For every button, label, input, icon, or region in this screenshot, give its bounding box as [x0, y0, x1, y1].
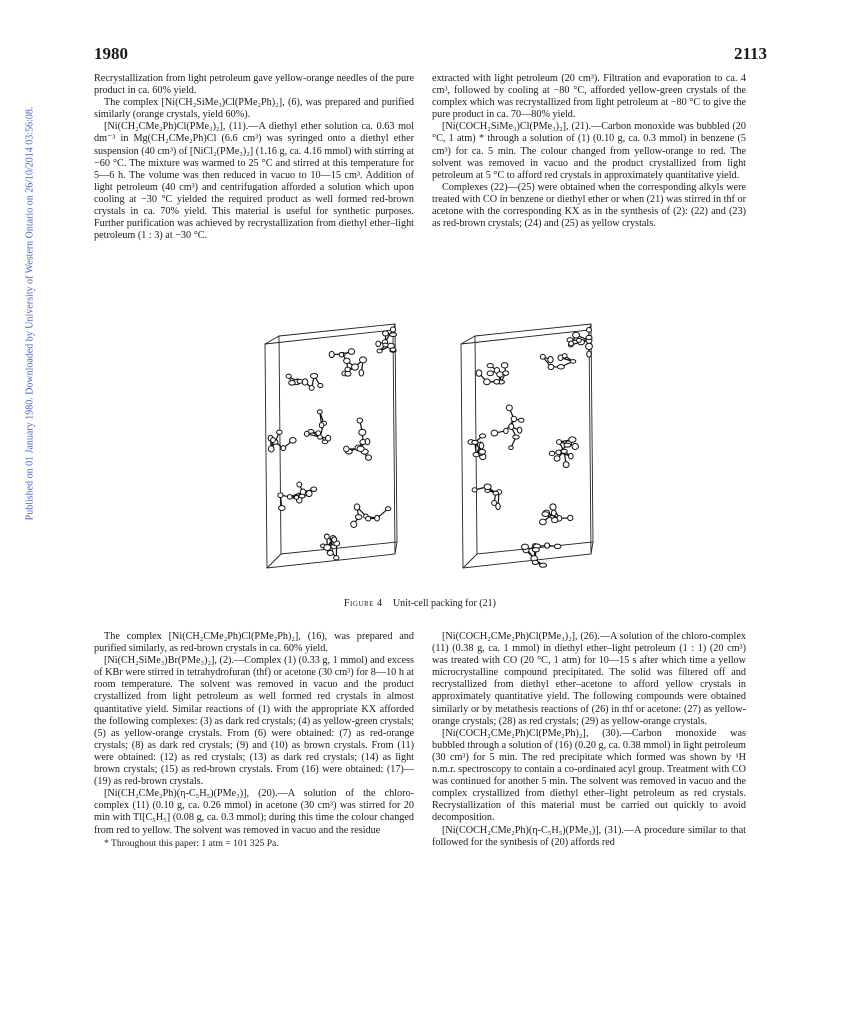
atom — [365, 438, 370, 444]
atom — [539, 563, 546, 567]
atom — [271, 438, 276, 443]
atom — [493, 491, 498, 495]
atom — [509, 446, 514, 450]
atom — [390, 327, 395, 332]
atom — [497, 372, 503, 378]
footnote: * Throughout this paper: 1 atm = 101 325 Pa. — [104, 837, 279, 849]
atom — [540, 354, 545, 359]
paragraph: The complex [Ni(CH₂SiMe₃)Cl(PMe₂Ph)₂], (6), was prepared and purified similarly (orange crystals, yield 60%). — [94, 97, 414, 121]
figure-label: Figure 4 — [344, 598, 383, 609]
atom — [561, 449, 567, 453]
atom — [306, 490, 312, 496]
atom — [513, 435, 519, 439]
atom — [487, 364, 493, 368]
atom — [359, 429, 366, 435]
atom — [556, 450, 561, 455]
atom — [316, 431, 321, 436]
atom — [472, 488, 477, 492]
atom — [352, 364, 359, 370]
atom — [577, 338, 582, 342]
atom — [517, 427, 521, 433]
atom — [484, 484, 491, 490]
atom — [334, 556, 339, 560]
atom — [359, 370, 364, 376]
atom — [324, 534, 329, 539]
column-bottom-right — [432, 631, 746, 849]
atom — [366, 516, 371, 521]
atom — [344, 358, 350, 363]
atom — [484, 379, 491, 385]
atom — [268, 446, 274, 452]
atom — [568, 515, 573, 520]
atom — [360, 357, 367, 363]
atom — [281, 446, 286, 451]
atom — [557, 440, 562, 445]
paragraph: [Ni(CH₂CMe₂Ph)Cl(PMe₃)₂], (11).—A diethyl ether solution ca. 0.63 mol dm⁻³ in Mg(CH₂CMe₂Ph)Cl (6.6 cm³) was syringed onto a diethyl ether suspension (40 cm³) of [NiCl₂(PMe₃)₂] (1.16 g, ca. 4.16 mmol) with stirring at −60 °C. The mixture was warmed to 25 °C and stirred at this temperature for 5—6 h. The volume was then reduced in vacuo to 10—15 cm³. Addition of light petroleum (40 cm³) and centrifugation afforded a solution which upon cooling at −30 °C yielded the required product as well formed red-brown crystals in ca. 70% yield. This material is useful for synthetic purposes. Further purification was achieved by recrystallization from diethyl ether–light petroleum (1 : 3) at −30 °C. — [94, 121, 414, 242]
stereo-right-view — [461, 324, 593, 568]
atom — [587, 351, 592, 357]
atom — [558, 365, 565, 369]
atom — [480, 434, 486, 438]
atom — [532, 560, 538, 564]
atom — [586, 335, 592, 339]
column-bottom-left — [94, 631, 414, 850]
atom — [290, 438, 297, 444]
atom — [501, 363, 508, 368]
atom — [278, 493, 283, 498]
figure-caption-text: Unit-cell packing for (21) — [392, 598, 496, 609]
atom — [383, 331, 389, 336]
atom — [569, 341, 574, 346]
atom — [476, 370, 482, 376]
atom — [487, 371, 493, 376]
atom — [389, 333, 396, 337]
atom — [344, 446, 349, 452]
atom — [332, 537, 337, 542]
atom — [586, 343, 593, 349]
atom — [545, 543, 550, 548]
atom — [345, 371, 351, 376]
paragraph: [Ni(COCH₂CMe₂Ph)Cl(PMe₂Ph)₂], (30).—Carbon monoxide was bubbled through a solution of (16) (0.20 g, ca. 0.38 mmol) in light petroleum (30 cm³) for 5 min. The red precipitate which formed was shown by ¹H n.m.r. spectroscopy to contain a co-ordinated acyl group. Treatment with CO was continued for another 5 min. The solvent was removed in vacuo and the complex crystallized from diethyl ether–light petroleum as red crystals. Recrystallization of this material must be carried out quickly to avoid decomposition. — [432, 727, 746, 824]
atom — [319, 423, 323, 428]
atom — [509, 424, 514, 430]
atom — [551, 510, 556, 516]
atom — [357, 418, 363, 423]
atom — [297, 482, 302, 487]
atom — [318, 384, 323, 388]
molecule-cluster — [468, 327, 592, 567]
atom — [563, 462, 569, 468]
atom — [339, 352, 343, 357]
atom — [355, 515, 362, 520]
atom — [377, 349, 382, 353]
stereo-left-view — [265, 324, 397, 568]
atom — [297, 379, 302, 383]
atom — [573, 332, 580, 338]
atom — [554, 456, 560, 461]
paragraph: [Ni(COCH₂CMe₂Ph)Cl(PMe₃)₂], (26).—A solution of the chloro-complex (11) (0.38 g, ca. 1 mmol) in diethyl ether–light petroleum (1 : 1) (20 cm³) was treated with CO (20 °C, 1 atm) for 10—15 s after which time a yellow microcrystalline compound precipitated. The solid was filtered off and recrystallized from diethyl ether–acetone to afford yellow crystals in approximately quantitative yield. The following compounds were obtained similarly or by metathesis reactions of (26) in thf or acetone: (27) as yellow-orange crystals; (28) as red crystals; (29) as yellow-orange crystals. — [432, 631, 746, 727]
atom — [511, 416, 517, 421]
atom — [479, 449, 486, 454]
unit-cell-packing-figure — [245, 322, 615, 592]
atom — [540, 519, 547, 525]
atom — [317, 410, 322, 414]
atom — [494, 379, 500, 384]
atom — [376, 341, 381, 347]
atom — [548, 364, 554, 369]
download-provenance-note[interactable]: Published on 01 January 1980. Downloaded by University of Western Ontario on 26/10/2014 03:56:08. — [24, 106, 36, 521]
paragraph: The complex [Ni(CH₂CMe₂Ph)Cl(PMe₂Ph)₂], (16), was prepared and purified similarly, as red-brown crystals in ca. 60% yield. — [94, 631, 414, 655]
atom — [549, 451, 554, 455]
atom — [299, 494, 305, 498]
atom — [302, 379, 308, 385]
atom — [309, 386, 314, 391]
atom — [522, 544, 529, 549]
paragraph: [Ni(COCH₂CMe₂Ph)(η-C₅H₅)(PMe₃)], (31).—A procedure similar to that followed for the synthesis of (20) affords red — [432, 824, 746, 848]
paragraph: [Ni(CH₂CMe₂Ph)(η-C₅H₅)(PMe₃)], (20).—A solution of the chloro-complex (11) (0.10 g, ca. 0.26 mmol) in acetone (30 cm³) was stirred for 20 min with Tl[C₅H₅] (0.08 g, ca. 0.3 mmol); during this time the colour changed from red to yellow. The solvent was removed in vacuo and the residue — [94, 788, 414, 836]
atom — [311, 373, 318, 378]
atom — [587, 327, 592, 332]
paragraph: Complexes (22)—(25) were obtained when the corresponding alkyls were treated with CO in benzene or diethyl ether or when (21) was stirred in thf or acetone with the corresponding KX as in the synthesis of (2): (22) and (23) as red-brown crystals; (24) and (25) as yellow crystals. — [432, 181, 746, 230]
atom — [552, 518, 558, 523]
atom — [287, 495, 292, 500]
atom — [569, 437, 576, 442]
atom — [519, 418, 524, 422]
atom — [279, 506, 285, 511]
atom — [383, 343, 388, 347]
atom — [357, 446, 364, 451]
paragraph: Recrystallization from light petroleum gave yellow-orange needles of the pure product in ca. 60% yield. — [94, 73, 414, 97]
atom — [550, 504, 556, 510]
figure-caption — [94, 598, 746, 609]
atom — [304, 431, 309, 436]
header-page-number: 2113 — [733, 44, 767, 63]
paragraph: [Ni(COCH₂SiMe₃)Cl(PMe₃)₂], (21).—Carbon monoxide was bubbled (20 °C, 1 atm) * through a solution of (1) (0.10 g, ca. 0.3 mmol) in benzene (5 cm³) for ca. 5 min. The colour changed from yellow-orange to red. The solvent was removed in vacuo and the product crystallized from light petroleum at 5 °C to afford red crystals in approximately quantitative yield. — [432, 121, 746, 181]
atom — [532, 548, 539, 552]
atom — [491, 430, 498, 436]
atom — [504, 428, 508, 433]
atom — [366, 455, 372, 460]
atom — [542, 512, 549, 517]
atom — [564, 443, 571, 447]
atom — [548, 356, 553, 362]
atom — [385, 507, 390, 511]
atom — [322, 440, 328, 444]
atom — [572, 443, 578, 449]
atom — [311, 487, 317, 492]
atom — [351, 521, 357, 527]
column-top-right — [432, 73, 746, 230]
header-year: 1980 — [94, 44, 128, 63]
atom — [569, 453, 574, 459]
atom — [348, 349, 354, 355]
atom — [503, 371, 509, 375]
paragraph: [Ni(CH₂SiMe₃)Br(PMe₃)₂], (2).—Complex (1) (0.33 g, 1 mmol) and excess of KBr were stirred in tetrahydrofuran (thf) or acetone (30 cm³) for 8—10 h at room temperature. The solvent was removed in vacuo and the product crystallized from light petroleum as well formed red crystals in almost quantitative yield. Similar reactions of (1) with the appropriate KX afforded the following complexes: (3) as dark red crystals; (4) as yellow-green crystals; (5) as yellow-orange crystals. From (6) were obtained: (7) as red-orange crystals; (8) as dark red crystals; (9) and (10) as brown crystals. From (11) were obtained: (12) as red crystals; (13) as dark red crystals; (14) as light brown crystals; (15) as red-brown crystals. From (16) were obtained: (17)—(19) as red-brown crystals. — [94, 655, 414, 788]
atom — [277, 430, 283, 434]
atom — [479, 443, 484, 449]
column-top-left — [94, 73, 414, 242]
atom — [506, 405, 512, 411]
atom — [375, 515, 380, 521]
atom — [562, 354, 567, 358]
atom — [354, 504, 359, 510]
atom — [472, 440, 478, 444]
atom — [327, 550, 333, 555]
atom — [324, 545, 331, 551]
atom — [390, 348, 395, 352]
atom — [496, 503, 500, 509]
paragraph: extracted with light petroleum (20 cm³). Filtration and evaporation to ca. 4 cm³, followed by cooling at −80 °C, afforded yellow-green crystals of the complex which was recrystallized from light petroleum at −80 °C to give the pure product in ca. 70—80% yield. — [432, 73, 746, 121]
atom — [329, 351, 334, 357]
atom — [554, 544, 561, 548]
atom — [294, 496, 298, 500]
atom — [286, 374, 291, 378]
atom — [570, 360, 576, 364]
molecule-cluster — [268, 327, 396, 560]
atom — [289, 381, 296, 386]
